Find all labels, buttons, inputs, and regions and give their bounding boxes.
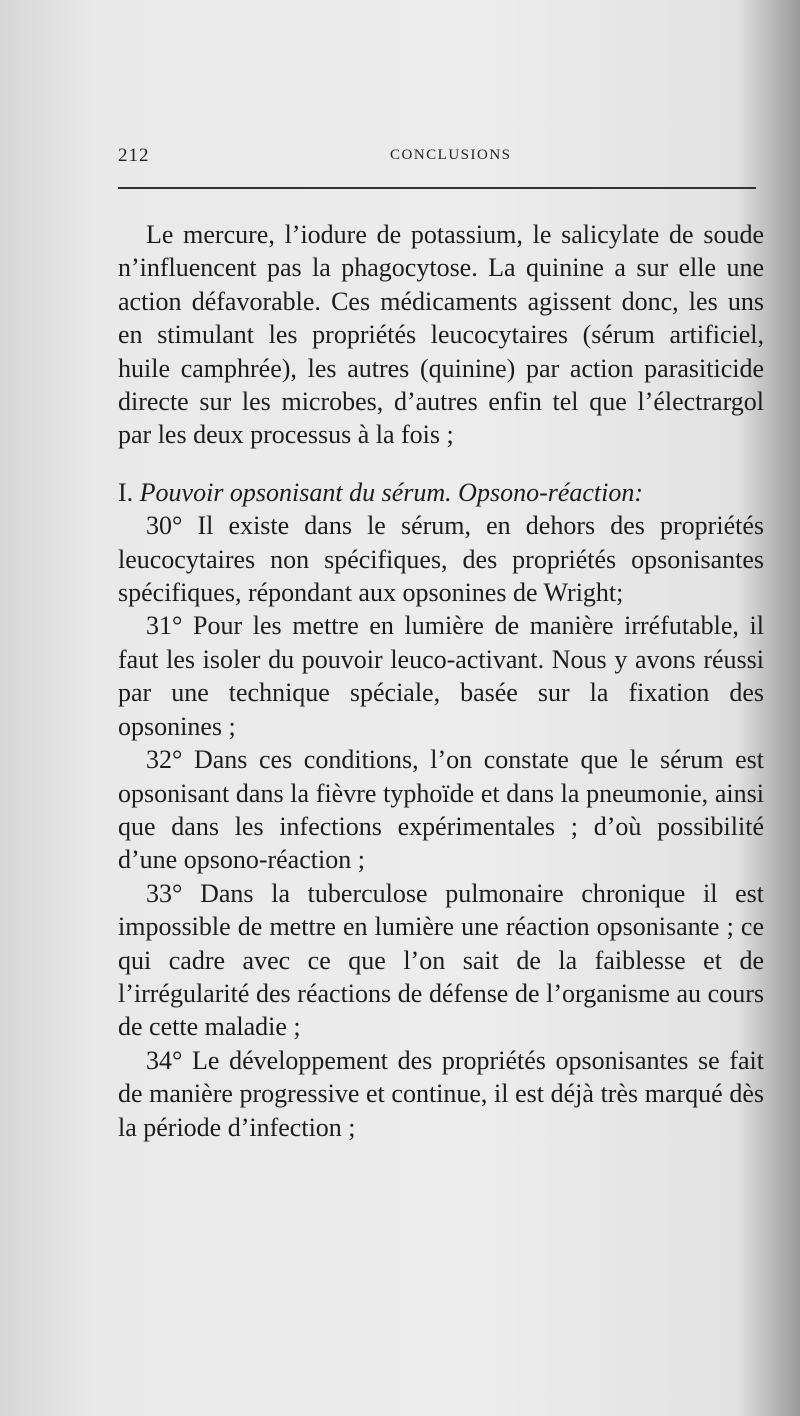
page-header [118,143,758,167]
page-number: 212 [118,145,150,166]
conclusion-item-30: 30° Il existe dans le sérum, en dehors des propriétés leucocytaires non spécifiques, des propriétés opsonisantes spécifiques, répondant aux opsonines de Wright; [118,511,764,608]
running-head: CONCLUSIONS [390,147,512,163]
header-rule [118,187,756,189]
section-heading [118,476,764,509]
conclusion-item-34: 34° Le développement des propriétés opsonisantes se fait de manière progressive et continue, il est déjà très marqué dès la période d’infection ; [118,1045,764,1142]
section-title-b: Opsono-réaction: [458,477,644,507]
section-number: I. [118,477,134,507]
conclusion-item-31: 31° Pour les mettre en lumière de manière irréfutable, il faut les isoler du pouvoir leuco-activant. Nous y avons réussi par une technique spéciale, basée sur la fixation des opsonines ; [118,611,764,741]
section-title-a: Pouvoir opsonisant du sérum. [139,477,452,507]
intro-paragraph: Le mercure, l’iodure de potassium, le salicylate de soude n’influencent pas la phagocytose. La quinine a sur elle une action défavorable. Ces médicaments agissent donc, les uns en stimulant les propriétés leucocytaires (sérum artificiel, huile camphrée), les autres (quinine) par action parasiticide directe sur les microbes, d’autres enfin tel que l’électrargol par les deux processus à la fois ; [118,220,764,450]
conclusion-item-33: 33° Dans la tuberculose pulmonaire chronique il est impossible de mettre en lumière une réaction opsonisante ; ce qui cadre avec ce que l’on sait de la faiblesse et de l’irrégularité des réactions de défense de l’organisme au cours de cette maladie ; [118,878,764,1042]
conclusion-item-32: 32° Dans ces conditions, l’on constate que le sérum est opsonisant dans la fièvre typhoïde et dans la pneumonie, ainsi que dans les infections expérimentales ; d’où possibilité d’une opsono-réaction ; [118,745,764,875]
body-text [118,218,764,1144]
